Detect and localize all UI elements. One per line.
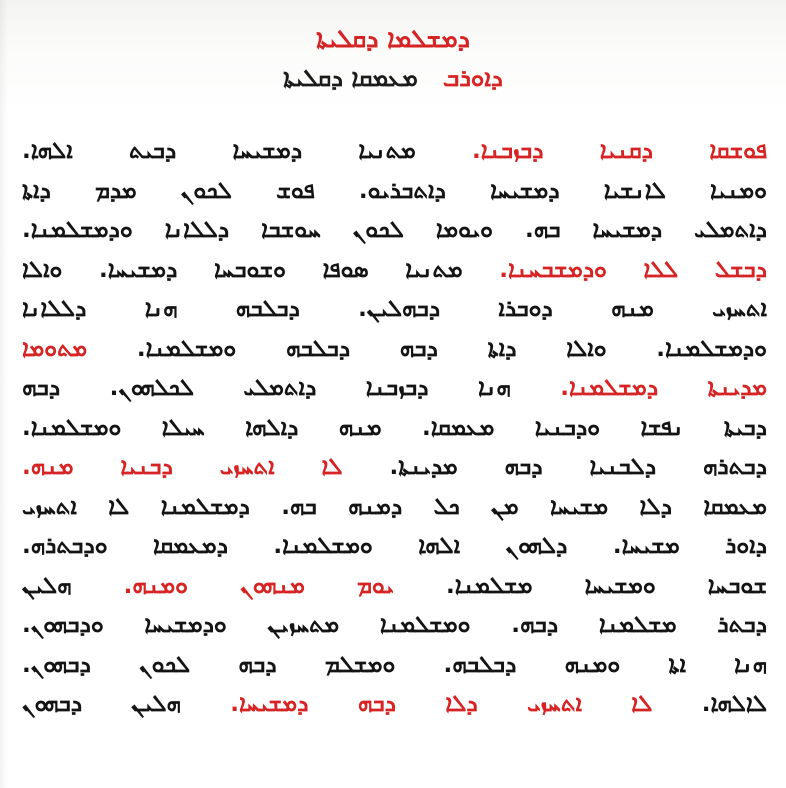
body-text-segment: ܕܐܘܪ ܡܫܝܚܐ. ܕܠܗܘܢ ܐܠܗܐ ܘܡܫܠܡܢܐ. ܕܡܥܡܩܐ ܘܕܒܬܪܗ.	[22, 533, 767, 559]
text-line	[22, 251, 767, 291]
text-line	[22, 646, 767, 686]
text-line	[22, 330, 767, 370]
body-text-segment: ܗܠܝܢ ܕܒܗܘܢ	[22, 691, 231, 717]
scan-edge-shadow	[0, 0, 8, 788]
text-line	[22, 211, 767, 251]
text-line	[22, 172, 767, 212]
rubric-text: ܝܘܡ ܡܢܗܘܢ ܘܡܢܗ.	[123, 572, 447, 599]
subtitle-separator	[426, 64, 434, 92]
body-text	[22, 132, 767, 725]
text-line	[22, 448, 767, 488]
rubric-text: ܠܐ ܐܬܚܙܝ ܕܠܐ ܕܒܗ ܕܡܫܝܚܐ.	[230, 691, 702, 717]
rubric-text: ܦܘܫܩܐ ܕܩܢܝܐ ܕܒܙܒܢܐ.	[472, 138, 767, 164]
body-text-segment: ܐܬܚܙܝ ܡܢܗ ܕܘܒܪܐ ܕܒܗܠܝܢ. ܕܒܠܒܗ ܗܢܐ ܕܠܠܐܢܐ	[22, 296, 767, 322]
subtitle-rubric: ܕܐܘܪܒ	[442, 64, 503, 92]
rubric-text: ܡܬܘܡܐ	[22, 335, 137, 362]
subtitle-line	[0, 62, 786, 94]
body-text-segment: ܕܒܝܬܐ ܢܦܫܐ ܘܕܒܢܝܐ ܡܥܡܩܐ. ܡܢܗ ܕܐܠܗܐ ܚܝܠܐ ܘܡܫܠܡܢܐ.	[22, 414, 767, 441]
rubric-text: ܠܐ ܐܬܚܙܝ ܕܒܢܝܐ ܡܢܗ.	[22, 454, 390, 480]
text-line	[22, 290, 767, 330]
text-line	[22, 606, 767, 646]
text-line	[22, 132, 767, 172]
text-line	[22, 567, 767, 607]
body-text-segment: ܠܐܠܗܐ.	[701, 691, 767, 717]
body-text-segment: ܕܒܬܪ ܡܫܠܡܢܐ ܕܒܗ. ܘܡܫܠܡܢܐ ܡܬܚܙܝܢ ܘܕܡܫܝܚܐ ܘܕܒܗܘܢ.	[22, 612, 767, 638]
body-text-segment: ܗܢܐ ܕܒܙܒܢܐ ܕܐܬܡܠܝ ܠܟܠܗܘܢ. ܕܒܗ	[22, 375, 561, 401]
body-text-segment: ܗܠܝܢ	[22, 572, 124, 599]
subtitle-text: ܡܥܡܩܐ ܕܩܠܝܬܐ	[283, 64, 418, 92]
rubric-text: ܕܒܫܠ ܠܠܐ ܘܕܡܫܒܚܢܐ.	[499, 256, 767, 283]
header-block	[0, 22, 786, 94]
rubric-text: ܡܕܝܢܬܐ ܕܡܫܠܡܢܐ.	[560, 375, 767, 401]
text-line	[22, 685, 767, 725]
text-line	[22, 409, 767, 449]
body-text-segment: ܕܒܬܪܗ ܕܠܒܢܝܐ ܕܒܗ ܡܕܝܢܬܐ.	[389, 454, 767, 480]
body-text-segment: ܕܐܬܡܠܝ ܕܡܫܝܚܐ ܒܗ. ܘܝܘܡܐ ܠܟܘܢ ܚܘܫܒܐ ܕܠܠܐܢܐ ܘܕܡܫܠܡܢܐ.	[22, 217, 767, 243]
text-line	[22, 527, 767, 567]
body-text-segment: ܗܢܐ ܐܬܐ ܘܡܢܗ ܕܒܠܒܗ. ܘܡܫܠܡ ܕܒܗ ܠܟܘܢ ܕܒܗܘܢ.	[22, 651, 767, 678]
text-line	[22, 488, 767, 528]
body-text-segment: ܘܡܢܝܐ ܠܐܢܫܝܐ ܕܡܫܝܚܐ ܕܐܬܒܪܝܘ. ܦܘܫ ܠܟܘܢ ܡܕܡ ܕܐܬܐ	[22, 177, 767, 204]
body-text-segment: ܡܬܢܝܐ ܣܘܦܐ ܘܫܘܒܚܐ ܕܡܫܝܚܐ. ܘܐܠܐ	[22, 256, 500, 283]
body-text-segment: ܡܬܢܝܐ ܕܡܫܝܚܐ ܕܒܝܬ ܐܠܗܐ.	[22, 138, 473, 164]
body-text-segment: ܫܘܒܚܐ ܘܡܫܝܚܐ ܡܫܠܡܢܐ.	[446, 572, 767, 599]
text-line	[22, 369, 767, 409]
body-text-segment: ܘܕܡܫܠܡܢܐ. ܘܐܠܐ ܕܐܬܐ ܕܒܗ ܕܒܠܒܗ ܘܡܫܠܡܢܐ.	[136, 335, 767, 362]
page-title: ܕܡܫܠܡܐ ܕܩܠܝܬܐ	[316, 24, 470, 53]
body-text-segment: ܡܥܡܩܐ ܕܠܐ ܡܫܝܚܐ ܡܢ ܟܠ ܕܡܢܗ ܒܗ. ܕܡܫܠܡܢܐ ܠܐ ܐܬܚܙܝ	[22, 493, 767, 520]
